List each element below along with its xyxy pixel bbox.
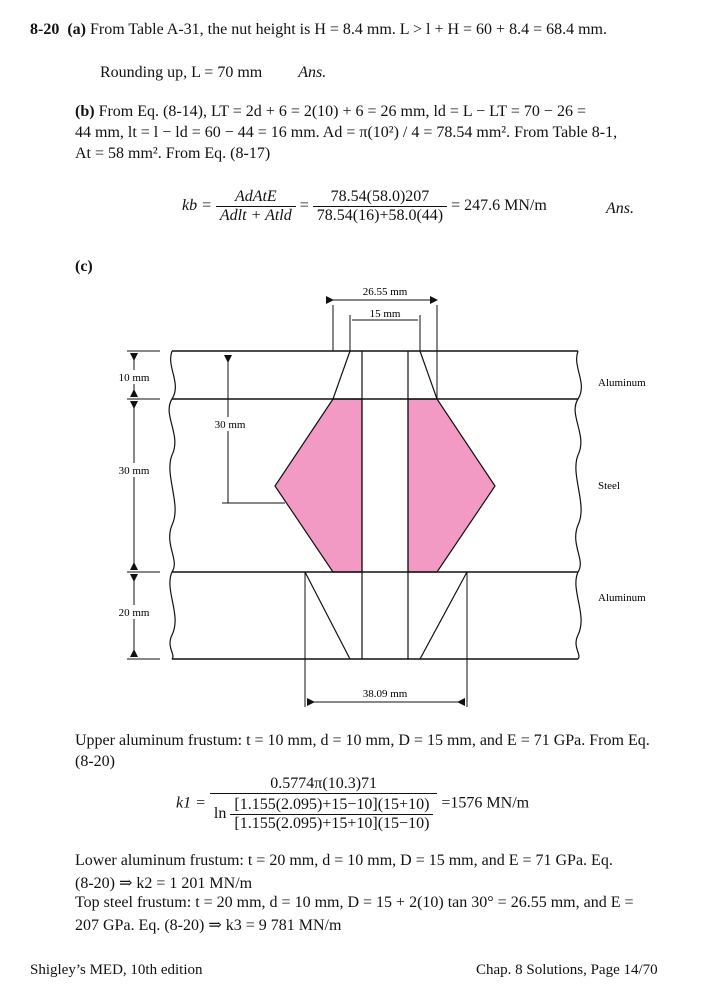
k1-ln: ln [213, 805, 227, 823]
label-steel: Steel [598, 480, 620, 492]
rounding-text: Rounding up, L = 70 mm [100, 64, 263, 81]
kb-equation: kb = $\frac{\text{AdAtE}}{\text{Adlt + Atld}}$ = $\frac{78.54(58.0)207}{78.54(16)+58.0(44)}$ = 247.6 MN/m [182, 188, 547, 224]
kb-sym-den: Adlt + Atld [216, 206, 296, 225]
part-c-label: (c) [75, 258, 93, 275]
part-a-text: From Table A-31, the nut height is H = 8.4 mm. L > l + H = 60 + 8.4 = 68.4 mm. [85, 21, 607, 38]
part-b-line2: 44 mm, lt = l − ld = 60 − 44 = 16 mm. Ad = π(10²) / 4 = 78.54 mm². From Table 8-1, [75, 124, 618, 141]
part-b-line1: (b) From Eq. (8-14), LT = 2d + 6 = 2(10) + 6 = 26 mm, ld = L − LT = 70 − 26 = [75, 103, 586, 120]
lower-frustum-line2: (8-20) ⇒ k2 = 1 201 MN/m [75, 875, 253, 892]
k1-equation [176, 775, 529, 833]
kb-sym-num: AdAtE [234, 188, 277, 205]
label-lower-aluminum: Aluminum [598, 592, 646, 604]
dim-left-20: 20 mm [118, 607, 150, 619]
label-upper-aluminum: Aluminum [598, 377, 646, 389]
left-frustum-fill [275, 399, 362, 572]
upper-frustum-line1: Upper aluminum frustum: t = 10 mm, d = 10 mm, D = 15 mm, and E = 71 GPa. From Eq. [75, 732, 650, 749]
k1-ln-den: [1.155(2.095)+15+10](15−10) [230, 814, 433, 833]
upper-cone-right [420, 351, 437, 399]
k1-num: 0.5774π(10.3)71 [270, 775, 378, 792]
kb-symbolic-fraction [216, 188, 296, 225]
k1-result: =1576 MN/m [441, 794, 530, 812]
k1-fraction [210, 775, 438, 833]
footer-left: Shigley’s MED, 10th edition [30, 962, 203, 978]
part-a-label: (a) [67, 21, 86, 38]
kb-den: 78.54(16)+58.0(44) [313, 206, 447, 225]
dim-inner-30: 30 mm [214, 419, 246, 431]
top-steel-line1: Top steel frustum: t = 20 mm, d = 10 mm, D = 15 + 2(10) tan 30° = 26.55 mm, and E = [75, 894, 634, 911]
dim-left-10: 10 mm [118, 372, 150, 384]
upper-cone-left [333, 351, 350, 399]
upper-frustum-line2: (8-20) [75, 753, 115, 770]
lower-cone-left [305, 572, 350, 659]
dim-left-30: 30 mm [118, 465, 150, 477]
kb-lhs: kb = [182, 197, 212, 215]
kb-numeric-fraction [313, 188, 447, 225]
lower-cone-right [420, 572, 467, 659]
footer-right: Chap. 8 Solutions, Page 14/70 [476, 962, 658, 978]
lower-frustum-line1: Lower aluminum frustum: t = 20 mm, d = 10 mm, D = 15 mm, and E = 71 GPa. Eq. [75, 852, 613, 869]
dim-bottom: 38.09 mm [362, 688, 408, 700]
top-steel-line2: 207 GPa. Eq. (8-20) ⇒ k3 = 9 781 MN/m [75, 917, 342, 934]
part-b-line3: At = 58 mm². From Eq. (8-17) [75, 145, 271, 162]
k1-lhs: k1 = [176, 794, 206, 812]
right-break-line [575, 351, 581, 659]
rounding-line [100, 64, 326, 82]
k1-ln-num: [1.155(2.095)+15−10](15+10) [234, 796, 430, 813]
kb-result: = 247.6 MN/m [451, 197, 547, 215]
right-frustum-fill [408, 399, 495, 572]
part-b-label: (b) [75, 103, 95, 120]
kb-num: 78.54(58.0)207 [330, 188, 430, 205]
left-break-line [169, 351, 175, 659]
ans-label: Ans. [298, 64, 327, 81]
dim-top-outer: 26.55 mm [362, 286, 408, 298]
problem-number: 8-20 [30, 21, 60, 38]
dim-top-inner: 15 mm [369, 308, 401, 320]
kb-ans: Ans. [606, 200, 634, 217]
problem-line-a [30, 21, 607, 39]
joint-frustum-figure [0, 275, 724, 715]
